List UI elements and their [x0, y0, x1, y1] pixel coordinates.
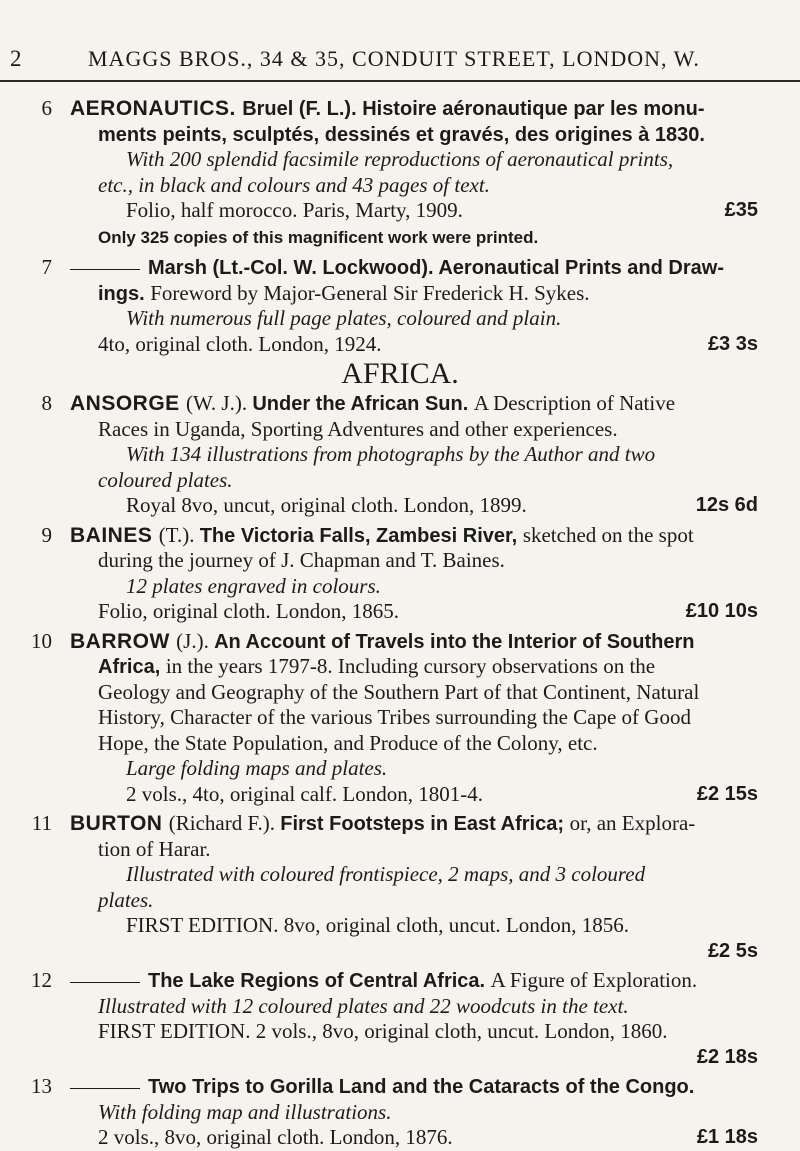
entry-title-cont: Africa,	[98, 656, 166, 678]
entry-title: First Footsteps in East Africa;	[280, 813, 570, 835]
entry-line	[0, 574, 800, 600]
entry-title: The Victoria Falls, Zambesi River,	[199, 524, 523, 547]
entry-foreword: Foreword by Major-General Sir Frederick H. Sykes.	[150, 280, 590, 305]
entry-line	[0, 523, 800, 549]
entry-author: BARROW	[70, 629, 177, 653]
entry-imprint: Folio, half morocco. Paris, Marty, 1909.	[126, 198, 463, 222]
entry-number: 7	[41, 255, 52, 279]
section-heading: AFRICA.	[341, 357, 459, 390]
entry-subtitle: A Description of Native	[473, 391, 676, 415]
entry-imprint: Folio, original cloth. London, 1865.	[98, 599, 399, 623]
entry-description: With numerous full page plates, coloured and plain.	[126, 306, 562, 330]
entry-line	[0, 198, 800, 224]
entry-title: An Account of Travels into the Interior of Southern	[214, 630, 695, 653]
entry-subtitle-cont: during the journey of J. Chapman and T. Baines.	[98, 548, 505, 572]
entry-subtitle: in the years 1797-8. Including cursory observations on the	[165, 654, 656, 678]
entry-author: ANSORGE	[70, 392, 187, 415]
entry-line	[0, 705, 800, 731]
entry-description: etc., in black and colours and 43 pages of text.	[98, 172, 490, 197]
entry-line	[0, 391, 800, 417]
entry-imprint: FIRST EDITION. 8vo, original cloth, uncut. London, 1856.	[126, 913, 629, 937]
entry-subtitle-cont: Geology and Geography of the Southern Part of that Continent, Natural	[98, 679, 700, 704]
entry-description: Illustrated with coloured frontispiece, 2 maps, and 3 coloured	[126, 862, 646, 886]
entry-line	[0, 332, 800, 358]
entry-description: With folding map and illustrations.	[98, 1099, 392, 1124]
entry-line	[0, 147, 800, 173]
entry-author-detail: (J.).	[176, 628, 215, 653]
page-header	[0, 0, 800, 72]
entry-author: BURTON	[70, 812, 169, 835]
entry-number: 9	[41, 522, 52, 547]
entry-title: Aeronautical Prints and Draw-	[438, 257, 724, 279]
entry-line	[0, 968, 800, 994]
entry-line	[0, 1100, 800, 1126]
entry-title: The Lake Regions of Central Africa.	[148, 970, 491, 992]
entry-line	[0, 96, 800, 122]
entry-line	[0, 837, 800, 863]
ditto-dash	[70, 1088, 140, 1089]
entry-line	[0, 417, 800, 443]
entry-line	[0, 122, 800, 148]
entry-imprint: 2 vols., 8vo, original cloth. London, 1876.	[98, 1125, 453, 1149]
entry-line	[0, 442, 800, 468]
entry-number: 6	[41, 96, 52, 120]
page-number: 2	[10, 46, 22, 71]
entry-line	[0, 994, 800, 1020]
entry-author-detail: Bruel (F. L.).	[242, 98, 363, 120]
entry-line	[0, 493, 800, 519]
entry-title: Under the African Sun.	[252, 393, 474, 415]
entry-line	[0, 756, 800, 782]
entry-imprint: 4to, original cloth. London, 1924.	[98, 331, 382, 356]
entry-line	[0, 629, 800, 655]
entry-line	[0, 1019, 800, 1045]
entry-imprint: 2 vols., 4to, original calf. London, 1801-4.	[126, 781, 483, 806]
entry-line	[0, 255, 800, 281]
entry-title: Histoire aéronautique par les monu-	[362, 98, 705, 120]
entry-title-cont: ments peints, sculptés, dessinés et gravés, des origines à 1830.	[98, 123, 705, 146]
entry-line	[0, 913, 800, 939]
entry-subtitle-cont: tion of Harar.	[98, 836, 211, 861]
entry-author: BAINES	[70, 523, 159, 547]
catalogue-body	[0, 96, 800, 1151]
entry-subtitle: A Figure of Exploration.	[490, 968, 698, 992]
entry-title: Two Trips to Gorilla Land and the Cataracts of the Congo.	[148, 1076, 695, 1098]
entry-line	[0, 1045, 800, 1071]
entry-description: Large folding maps and plates.	[126, 756, 388, 780]
entry-line	[0, 1074, 800, 1100]
entry-subtitle-cont: Races in Uganda, Sporting Adventures and other experiences.	[98, 416, 618, 441]
entry-price: £10 10s	[685, 600, 758, 622]
entry-description: With 200 splendid facsimile reproductions of aeronautical prints,	[126, 147, 674, 171]
running-head: MAGGS BROS., 34 & 35, CONDUIT STREET, LONDON, W.	[88, 46, 700, 71]
entry-title-cont: ings.	[98, 282, 151, 305]
entry-line	[0, 224, 800, 250]
entry-line	[0, 281, 800, 307]
entry-number: 12	[31, 968, 52, 992]
entry-price: £2 18s	[696, 1045, 758, 1068]
entry-author-detail: (T.).	[158, 522, 200, 547]
entry-line	[0, 862, 800, 888]
ditto-dash	[70, 269, 140, 270]
entry-line	[0, 811, 800, 837]
entry-line	[0, 306, 800, 332]
entry-author-detail: (W. J.).	[186, 391, 253, 415]
entry-number: 13	[31, 1074, 52, 1098]
entry-author-detail: (Richard F.).	[168, 811, 281, 835]
entry-line	[0, 680, 800, 706]
entry-price: 12s 6d	[695, 494, 758, 516]
entry-description: With 134 illustrations from photographs by the Author and two	[126, 442, 656, 466]
entry-line	[0, 1125, 800, 1151]
entry-line	[0, 548, 800, 574]
entry-line	[0, 468, 800, 494]
entry-imprint: Royal 8vo, uncut, original cloth. London, 1899.	[126, 493, 527, 517]
entry-price: £35	[724, 199, 758, 221]
entry-description: coloured plates.	[98, 467, 233, 492]
entry-line	[0, 731, 800, 757]
entry-description: 12 plates engraved in colours.	[126, 573, 381, 598]
entry-price: £3 3s	[707, 332, 758, 355]
entry-line	[0, 599, 800, 625]
entry-author: AERONAUTICS.	[70, 97, 243, 120]
entry-subtitle-cont: History, Character of the various Tribes surrounding the Cape of Good	[98, 705, 691, 729]
header-rule	[0, 80, 800, 82]
entry-number: 10	[31, 628, 52, 653]
entry-subtitle-cont: Hope, the State Population, and Produce of the Colony, etc.	[98, 730, 598, 755]
entry-line	[0, 782, 800, 808]
entry-number: 11	[31, 811, 52, 835]
entry-note: Only 325 copies of this magnificent work were printed.	[98, 227, 539, 247]
entry-price: £2 5s	[707, 939, 758, 962]
entry-author: Marsh (Lt.-Col. W. Lockwood).	[148, 257, 439, 279]
entry-line	[0, 173, 800, 199]
entry-price: £2 15s	[696, 782, 758, 805]
entry-line	[0, 888, 800, 914]
entry-line	[0, 939, 800, 965]
entry-description: plates.	[98, 887, 154, 912]
entry-subtitle: or, an Explora-	[569, 811, 696, 835]
entry-imprint: FIRST EDITION. 2 vols., 8vo, original cloth, uncut. London, 1860.	[98, 1019, 668, 1043]
ditto-dash	[70, 982, 140, 983]
entry-subtitle: sketched on the spot	[522, 522, 694, 547]
entry-number: 8	[41, 391, 52, 415]
entry-description: Illustrated with 12 coloured plates and 22 woodcuts in the text.	[98, 993, 629, 1018]
entry-line	[0, 654, 800, 680]
entry-price: £1 18s	[696, 1126, 758, 1148]
